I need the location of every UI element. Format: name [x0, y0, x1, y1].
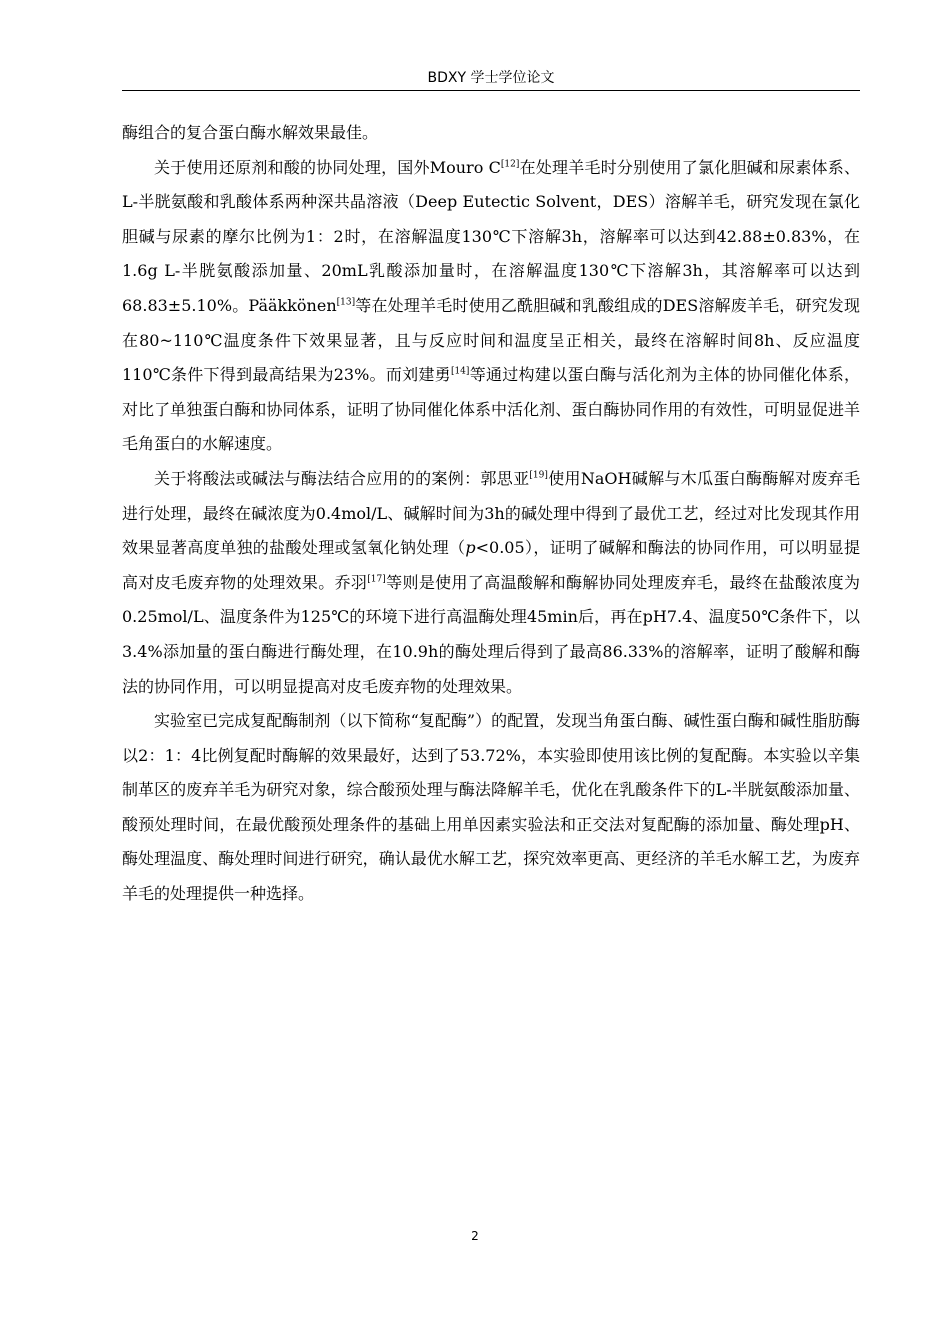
paragraph-text: 酶组合的复合蛋白酶水解效果最佳。 — [122, 123, 379, 142]
paragraph-text: 等通过构建以蛋白酶与活化剂为主体的协同催化体系，对比了单独蛋白酶和协同体系，证明了协同催化体系中活化剂、蛋白酶协同作用的有效性，可明显促进羊毛角蛋白的水解速度。 — [122, 365, 860, 454]
page-header: BDXY 学士学位论文 — [427, 70, 555, 86]
paragraph-text: 等在处理羊毛时使用乙酰胆碱和乳酸组成的DES溶解废羊毛，研究发现在80~110℃温度条件下效果显著，且与反应时间和温度呈正相关，最终在溶解时间8h、反应温度110℃条件下得到最高结果为23%。而刘建勇 — [122, 295, 860, 385]
citation-ref: [19] — [529, 470, 548, 481]
citation-ref: [13] — [336, 297, 356, 308]
paragraph-text: 实验室已完成复配酶制剂（以下简称“复配酶”）的配置，发现当角蛋白酶、碱性蛋白酶和碱性脂肪酶以2：1：4比例复配时酶解的效果最好，达到了53.72%，本实验即使用该比例的复配酶。本实验以辛集制革区的废弃羊毛为研究对象，综合酸预处理与酶法降解羊毛，优化在乳酸条件下的L-半胱氨酸添加量、酸预处理时间，在最优酸预处理条件的基础上用单因素实验法和正交法对复配酶的添加量、酶处理pH、酶处理温度、酶处理时间进行研究，确认最优水解工艺，探究效率更高、更经济的羊毛水解工艺，为废弃羊毛的处理提供一种选择。 — [122, 711, 860, 904]
paragraph-text: 使用NaOH碱解与木瓜蛋白酶酶解对废弃毛进行处理，最终在碱浓度为0.4mol/L、碱解时间为3h的碱处理中得到了最优工艺，经过对比发现其作用效果显著高度单独的盐酸处理或氢氧化钠处理（ — [122, 468, 860, 558]
header-rule — [122, 90, 860, 91]
citation-ref: [17] — [367, 574, 386, 585]
paragraph-text: 等则是使用了高温酸解和酶解协同处理废弃毛，最终在盐酸浓度为0.25mol/L、温度条件为125℃的环境下进行高温酶处理45min后，再在pH7.4、温度50℃条件下，以3.4%添加量的蛋白酶进行酶处理，在10.9h的酶处理后得到了最高86.33%的溶解率，证明了酸解和酶法的协同作用，可以明显提高对皮毛废弃物的处理效果。 — [122, 572, 860, 696]
paragraph-compound-enzyme — [122, 704, 860, 912]
citation-ref: [12] — [500, 159, 520, 170]
paragraph-acid-alkali-enzyme — [122, 462, 860, 704]
p-value-symbol: p — [465, 538, 476, 558]
paragraph-continuation — [122, 116, 860, 151]
paragraph-reducing-agent-acid — [122, 151, 860, 462]
body-text — [122, 116, 860, 912]
paragraph-text: 关于使用还原剂和酸的协同处理，国外Mouro C — [154, 157, 501, 177]
paragraph-text: <0.05），证明了碱解和酶法的协同作用，可以明显提高对皮毛废弃物的处理效果。乔羽 — [122, 538, 860, 592]
citation-ref: [14] — [450, 366, 470, 377]
paragraph-text: 关于将酸法或碱法与酶法结合应用的的案例：郭思亚 — [154, 468, 530, 488]
page-number: 2 — [471, 1229, 479, 1243]
paragraph-text: 在处理羊毛时分别使用了氯化胆碱和尿素体系、L-半胱氨酸和乳酸体系两种深共晶溶液（Deep Eutectic Solvent，DES）溶解羊毛，研究发现在氯化胆碱与尿素的摩尔比例为1：2时，在溶解温度130℃下溶解3h，溶解率可以达到42.88±0.83%，在1.6g L-半胱氨酸添加量、20mL乳酸添加量时，在溶解温度130℃下溶解3h，其溶解率可以达到68.83±5.10%。Pääkkönen — [122, 157, 860, 315]
